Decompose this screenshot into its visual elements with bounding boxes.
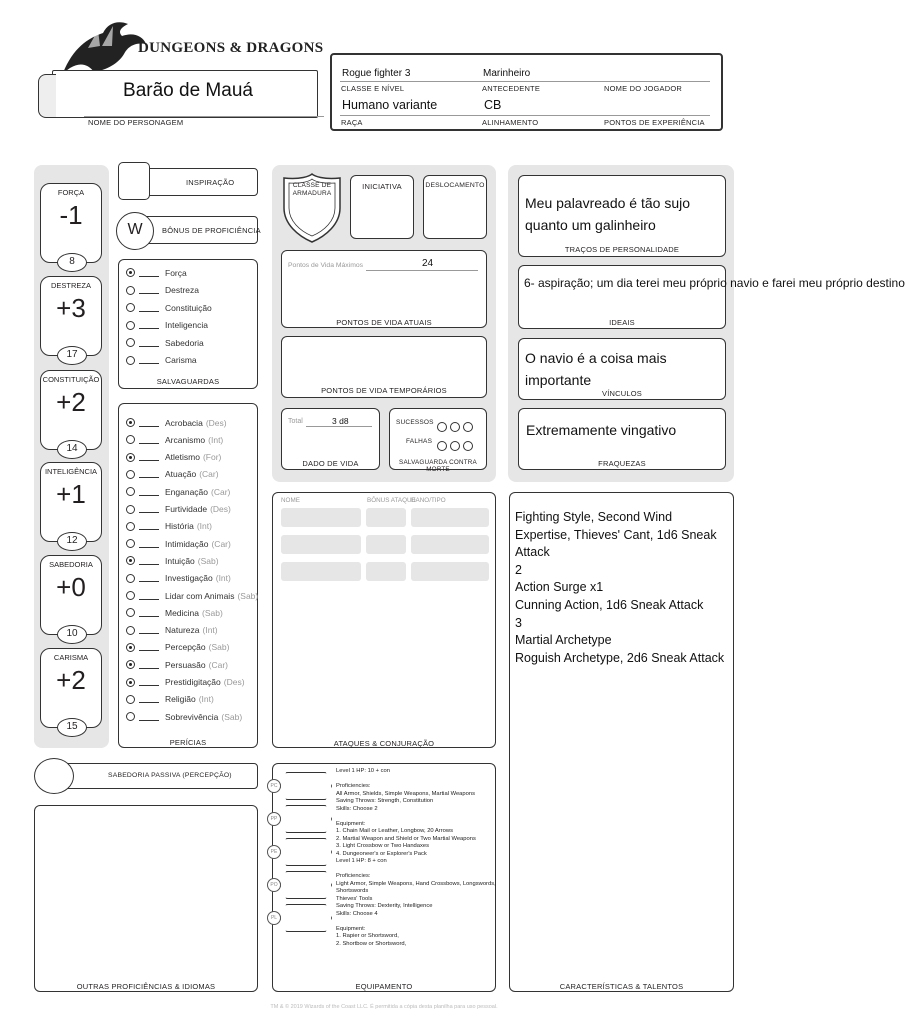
attack-row-3-bonus[interactable] xyxy=(366,562,406,581)
other-proficiencies-title: OUTRAS PROFICIÊNCIAS & IDIOMAS xyxy=(76,982,216,991)
proficiency-radio[interactable] xyxy=(126,487,135,496)
proficiency-radio[interactable] xyxy=(126,505,135,514)
saving-throws-title: SALVAGUARDAS xyxy=(156,377,220,386)
armor-class-label: CLASSE DE ARMADURA xyxy=(292,182,332,197)
skill-attribute: (Sab) xyxy=(237,590,259,601)
attribute-name: SABEDORIA xyxy=(49,560,93,569)
skill-label: História xyxy=(165,521,194,532)
skill-value[interactable] xyxy=(139,470,159,478)
flaws-text[interactable]: Extremamente vingativo xyxy=(526,422,677,438)
proficiency-radio[interactable] xyxy=(126,660,135,669)
hit-dice-total-value[interactable]: 3 d8 xyxy=(332,416,349,426)
saving-throw-label: Inteligencia xyxy=(165,320,209,330)
skill-label: Atletismo xyxy=(165,452,200,463)
speed-label: DESLOCAMENTO xyxy=(425,182,485,189)
passive-wisdom-label: SABEDORIA PASSIVA (PERCEPÇÃO) xyxy=(108,772,232,779)
inspiration-label: INSPIRAÇÃO xyxy=(186,178,235,187)
death-save-label: SALVAGUARDA CONTRA MORTE xyxy=(399,459,477,473)
header xyxy=(0,0,768,160)
skill-row xyxy=(126,449,221,466)
personality-label: TRAÇOS DE PERSONALIDADE xyxy=(564,245,680,254)
proficiency-radio[interactable] xyxy=(126,470,135,479)
skill-attribute: (Des) xyxy=(223,677,245,687)
saving-throw-row xyxy=(126,317,208,334)
skill-row xyxy=(126,431,223,448)
saving-throw-value[interactable] xyxy=(139,269,159,277)
ideals-label: IDEAIS xyxy=(609,318,635,327)
coin-label: PO xyxy=(267,878,281,892)
personality-text[interactable]: Meu palavreado é tão sujo quanto um galinheiro xyxy=(525,195,690,233)
skill-value[interactable] xyxy=(139,574,159,582)
saving-throw-label: Constituição xyxy=(165,302,212,313)
skill-row xyxy=(126,604,223,621)
skill-row xyxy=(126,466,219,483)
death-save-failure-circle[interactable] xyxy=(463,441,473,451)
character-name-label: NOME DO PERSONAGEM xyxy=(88,118,184,127)
attack-row-1-name[interactable] xyxy=(281,508,361,527)
attack-row-2-name[interactable] xyxy=(281,535,361,554)
attribute-box xyxy=(40,462,102,546)
skill-row xyxy=(126,656,228,673)
class-level-label: CLASSE E NÍVEL xyxy=(341,84,405,93)
attribute-score[interactable]: 10 xyxy=(57,625,87,644)
saving-throw-value[interactable] xyxy=(139,339,159,347)
footer-copyright: TM & © 2019 Wizards of the Coast LLC. É permitida a cópia desta planilha para uso pessoal. xyxy=(270,1004,498,1010)
proficiency-radio[interactable] xyxy=(126,591,135,600)
skill-label: Atuação xyxy=(165,469,197,480)
background-value[interactable]: Marinheiro xyxy=(483,68,531,79)
skill-label: Enganação xyxy=(165,486,209,497)
background-label: ANTECEDENTE xyxy=(482,84,541,93)
skill-value[interactable] xyxy=(139,626,159,634)
skill-value[interactable] xyxy=(139,678,159,686)
skill-value[interactable] xyxy=(139,488,159,496)
other-proficiencies-box[interactable] xyxy=(34,805,258,992)
saving-throw-value[interactable] xyxy=(139,286,159,294)
attack-row-2-bonus[interactable] xyxy=(366,535,406,554)
hp-max-label: Pontos de Vida Máximos xyxy=(288,262,364,269)
race-line xyxy=(340,115,710,116)
initiative-label: INICIATIVA xyxy=(362,182,402,191)
coin-box[interactable] xyxy=(280,871,332,899)
skills-title: PERÍCIAS xyxy=(169,738,207,747)
bonds-text[interactable]: O navio é a coisa mais importante xyxy=(525,350,667,388)
hit-dice-total-line xyxy=(306,426,372,427)
xp-label: PONTOS DE EXPERIÊNCIA xyxy=(604,118,705,127)
skill-attribute: (Int) xyxy=(208,434,224,445)
attribute-modifier[interactable]: +2 xyxy=(56,665,86,695)
saving-throw-row xyxy=(126,282,199,299)
skill-attribute: (Car) xyxy=(208,659,228,670)
equipment-title: EQUIPAMENTO xyxy=(355,982,413,991)
skill-label: Sobrevivência xyxy=(165,711,219,722)
attacks-col-bonus: BÔNUS ATAQUE xyxy=(367,497,416,504)
skill-row xyxy=(126,691,214,708)
attribute-modifier[interactable]: +1 xyxy=(56,479,86,509)
attribute-box xyxy=(40,648,102,732)
attacks-col-damage: DANO/TIPO xyxy=(411,497,446,504)
skill-attribute: (For) xyxy=(202,452,222,463)
skill-value[interactable] xyxy=(139,713,159,721)
skill-attribute: (Sab) xyxy=(208,642,230,653)
proficiency-value-circle[interactable]: W xyxy=(116,212,154,250)
skill-row xyxy=(126,587,258,604)
attribute-name: FORÇA xyxy=(57,188,85,197)
ideals-text[interactable]: 6- aspiração; um dia terei meu próprio navio e farei meu próprio destino xyxy=(524,276,905,290)
attribute-score[interactable]: 15 xyxy=(57,718,87,737)
race-label: RAÇA xyxy=(341,118,363,127)
skill-label: Arcanismo xyxy=(165,434,206,445)
coin-box[interactable] xyxy=(280,805,332,833)
skill-row xyxy=(126,483,230,500)
saving-throw-label: Força xyxy=(165,267,187,278)
bonds-label: VÍNCULOS xyxy=(602,389,642,398)
saving-throw-row xyxy=(126,352,197,369)
hp-current-label: PONTOS DE VIDA ATUAIS xyxy=(336,318,432,327)
skill-label: Investigação xyxy=(165,573,213,584)
skill-attribute: (Sab) xyxy=(202,607,223,618)
hp-max-value[interactable]: 24 xyxy=(422,258,434,269)
proficiency-radio[interactable] xyxy=(126,418,135,427)
alignment-label: ALINHAMENTO xyxy=(482,118,539,127)
attack-row-2-damage[interactable] xyxy=(411,535,489,554)
attribute-box xyxy=(40,555,102,639)
attribute-box xyxy=(40,370,102,454)
race-value[interactable]: Humano variante xyxy=(342,98,438,112)
proficiency-radio[interactable] xyxy=(126,356,135,365)
proficiency-radio[interactable] xyxy=(126,338,135,347)
proficiency-radio[interactable] xyxy=(126,608,135,617)
skill-value[interactable] xyxy=(139,592,159,600)
skill-attribute: (Int) xyxy=(202,625,218,636)
death-save-success-circle[interactable] xyxy=(450,422,460,432)
skill-value[interactable] xyxy=(139,453,159,461)
proficiency-radio[interactable] xyxy=(126,626,135,635)
skill-value[interactable] xyxy=(139,419,159,427)
skill-label: Natureza xyxy=(165,625,200,636)
attribute-modifier[interactable]: +3 xyxy=(56,293,86,323)
attribute-score[interactable]: 8 xyxy=(57,253,87,272)
attribute-score[interactable]: 17 xyxy=(57,346,87,365)
death-save-failure-circle[interactable] xyxy=(437,441,447,451)
skill-label: Percepção xyxy=(165,642,206,653)
skill-row xyxy=(126,708,242,725)
saving-throw-value[interactable] xyxy=(139,356,159,364)
skill-label: Medicina xyxy=(165,607,200,618)
logo-text: DUNGEONS & DRAGONS xyxy=(138,40,324,56)
attack-row-1-damage[interactable] xyxy=(411,508,489,527)
class-level-value[interactable]: Rogue fighter 3 xyxy=(342,68,411,79)
skill-attribute: (Int) xyxy=(196,521,212,532)
skill-value[interactable] xyxy=(139,695,159,703)
skill-label: Intuição xyxy=(165,555,195,566)
skill-label: Lidar com Animais xyxy=(165,590,235,601)
death-save-failure-circle[interactable] xyxy=(450,441,460,451)
alignment-value[interactable]: CB xyxy=(484,98,502,112)
coin-box[interactable] xyxy=(280,838,332,866)
skill-row xyxy=(126,570,231,587)
proficiency-radio[interactable] xyxy=(126,321,135,330)
features-title: CARACTERÍSTICAS & TALENTOS xyxy=(559,982,684,991)
character-name[interactable]: Barão de Mauá xyxy=(123,80,253,101)
skill-attribute: (Int) xyxy=(215,573,231,584)
attribute-name: CONSTITUIÇÃO xyxy=(42,375,100,384)
coin-box[interactable] xyxy=(280,772,332,800)
skill-value[interactable] xyxy=(139,436,159,444)
inspiration-value-box[interactable] xyxy=(118,162,150,200)
proficiency-radio[interactable] xyxy=(126,712,135,721)
skill-label: Furtividade xyxy=(165,504,208,514)
saving-throw-row xyxy=(126,299,212,316)
skill-value[interactable] xyxy=(139,522,159,530)
attribute-score[interactable]: 12 xyxy=(57,532,87,551)
hit-dice-total-label: Total xyxy=(288,418,303,425)
skill-row xyxy=(126,674,245,691)
proficiency-radio[interactable] xyxy=(126,678,135,687)
attribute-name: DESTREZA xyxy=(50,281,91,290)
attribute-modifier[interactable]: +2 xyxy=(56,387,86,417)
hp-temp-label: PONTOS DE VIDA TEMPORÁRIOS xyxy=(321,386,447,395)
skill-attribute: (Des) xyxy=(205,417,227,428)
skill-row xyxy=(126,414,227,431)
skill-row xyxy=(126,639,229,656)
skill-attribute: (Sab) xyxy=(197,555,219,566)
proficiency-radio[interactable] xyxy=(126,453,135,462)
skill-value[interactable] xyxy=(139,505,159,513)
attack-row-3-damage[interactable] xyxy=(411,562,489,581)
class-level-line xyxy=(340,81,710,82)
character-name-line xyxy=(84,116,324,117)
coin-label: PE xyxy=(267,845,281,859)
death-save-success-circle[interactable] xyxy=(437,422,447,432)
attribute-score[interactable]: 14 xyxy=(57,440,87,459)
passive-wisdom-value[interactable] xyxy=(34,758,74,794)
hp-max-line xyxy=(366,270,478,271)
skill-attribute: (Car) xyxy=(199,469,219,480)
saving-throw-label: Destreza xyxy=(165,285,200,295)
proficiency-radio[interactable] xyxy=(126,435,135,444)
skill-label: Prestidigitação xyxy=(165,677,221,687)
features-text[interactable]: Fighting Style, Second Wind Expertise, Thieves' Cant, 1d6 Sneak Attack 2 Action Surge x1 Cunning Action, 1d6 Sneak Attack 3 Martial Archetype Roguish Archetype, 2d6 Sneak Attack xyxy=(515,510,725,665)
skill-label: Persuasão xyxy=(165,659,206,670)
proficiency-radio[interactable] xyxy=(126,522,135,531)
skill-attribute: (Car) xyxy=(211,486,231,497)
skill-label: Intimidação xyxy=(165,538,209,549)
coin-label: PP xyxy=(267,812,281,826)
skill-row xyxy=(126,552,219,569)
skill-value[interactable] xyxy=(139,643,159,651)
saving-throw-value[interactable] xyxy=(139,321,159,329)
death-failures-label: FALHAS xyxy=(406,438,433,445)
proficiency-radio[interactable] xyxy=(126,303,135,312)
proficiency-radio[interactable] xyxy=(126,695,135,704)
saving-throw-value[interactable] xyxy=(139,304,159,312)
hit-dice-label: DADO DE VIDA xyxy=(302,459,359,468)
attribute-name: INTELIGÊNCIA xyxy=(44,467,98,476)
attacks-title: ATAQUES & CONJURAÇÃO xyxy=(333,739,435,748)
attacks-box xyxy=(272,492,496,748)
skill-attribute: (Sab) xyxy=(221,711,243,722)
attribute-box xyxy=(40,183,102,267)
coin-label: PC xyxy=(267,779,281,793)
skill-attribute: (Int) xyxy=(198,694,214,705)
death-successes-label: SUCESSOS xyxy=(396,419,434,426)
skill-label: Religião xyxy=(165,694,196,705)
attribute-box xyxy=(40,276,102,360)
proficiency-radio[interactable] xyxy=(126,643,135,652)
skill-value[interactable] xyxy=(139,540,159,548)
proficiency-radio[interactable] xyxy=(126,574,135,583)
saving-throw-row xyxy=(126,334,204,351)
dragon-logo-icon xyxy=(58,18,148,78)
attribute-name: CARISMA xyxy=(53,653,89,662)
skill-attribute: (Des) xyxy=(210,504,231,514)
skill-row xyxy=(126,518,212,535)
saving-throw-label: Carisma xyxy=(165,355,197,365)
skill-value[interactable] xyxy=(139,661,159,669)
player-name-label: NOME DO JOGADOR xyxy=(604,84,683,93)
attribute-modifier[interactable]: -1 xyxy=(59,200,83,230)
coin-label: PL xyxy=(267,911,281,925)
skill-row xyxy=(126,535,231,552)
attribute-modifier[interactable]: +0 xyxy=(56,572,86,602)
skill-attribute: (Car) xyxy=(211,538,231,549)
proficiency-radio[interactable] xyxy=(126,286,135,295)
proficiency-radio[interactable] xyxy=(126,556,135,565)
flaws-label: FRAQUEZAS xyxy=(598,459,646,468)
attacks-col-name: NOME xyxy=(281,497,300,504)
skill-label: Acrobacia xyxy=(165,417,203,428)
death-save-success-circle[interactable] xyxy=(463,422,473,432)
proficiency-radio[interactable] xyxy=(126,539,135,548)
skill-row xyxy=(126,501,231,518)
coin-box[interactable] xyxy=(280,904,332,932)
skill-row xyxy=(126,622,218,639)
attack-row-3-name[interactable] xyxy=(281,562,361,581)
skill-value[interactable] xyxy=(139,557,159,565)
equipment-text[interactable]: Level 1 HP: 10 + con Proficiencies: All Armor, Shields, Simple Weapons, Martial Weapons Saving Throws: Strength, Constitution Skills: Choose 2 Equipment: 1. Chain Mail or Leather, Longbow, 20 Arrows 2. Martial Weapon and Shield or Two Martial Weapons 3. Light Crossbow or Two Handaxes 4. Dungeoneer's or Explorer's Pack Level 1 HP: 8 + con Proficiencies: Light Armor, Simple Weapons, Hand Crossbows, Longswords, Shortswords Thieves' Tools Saving Throws: Dexterity, Intelligence Skills: Choose 4 Equipment: 1. Rapier or Shortsword, 2. Shortbow or Shortsword, xyxy=(336,768,496,947)
saving-throw-label: Sabedoria xyxy=(165,337,204,348)
proficiency-label: BÔNUS DE PROFICIÊNCIA xyxy=(162,226,261,235)
attack-row-1-bonus[interactable] xyxy=(366,508,406,527)
skill-value[interactable] xyxy=(139,609,159,617)
saving-throw-row xyxy=(126,264,187,281)
proficiency-radio[interactable] xyxy=(126,268,135,277)
